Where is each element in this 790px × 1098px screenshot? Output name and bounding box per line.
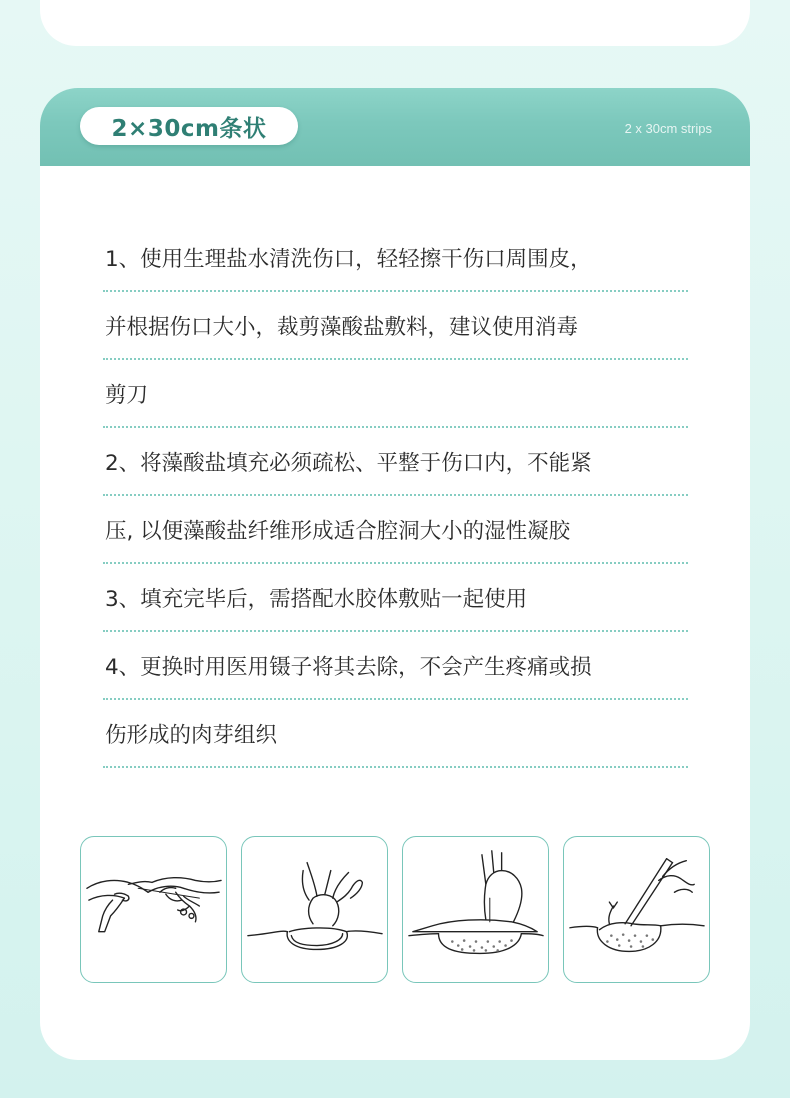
top-card bbox=[40, 0, 750, 46]
instruction-line: 伤形成的肉芽组织 bbox=[103, 700, 688, 768]
instruction-line: 剪刀 bbox=[103, 360, 688, 428]
hand-covering-wound-with-patch-icon bbox=[402, 836, 549, 983]
instruction-line: 2、将藻酸盐填充必须疏松、平整于伤口内，不能紧 bbox=[103, 428, 688, 496]
tweezers-removing-dressing-icon bbox=[563, 836, 710, 983]
instruction-line: 1、使用生理盐水清洗伤口，轻轻擦干伤口周围皮， bbox=[103, 224, 688, 292]
size-title-badge: 2×30cm条状 bbox=[80, 107, 298, 145]
instruction-list bbox=[103, 224, 688, 768]
instruction-line: 并根据伤口大小，裁剪藻酸盐敷料，建议使用消毒 bbox=[103, 292, 688, 360]
card-header bbox=[40, 88, 750, 166]
instruction-line: 3、填充完毕后，需搭配水胶体敷贴一起使用 bbox=[103, 564, 688, 632]
illustration-row bbox=[80, 836, 710, 986]
size-subtitle-en: 2 x 30cm strips bbox=[624, 121, 712, 136]
instruction-line: 4、更换时用医用镊子将其去除，不会产生疼痛或损 bbox=[103, 632, 688, 700]
hand-placing-dressing-into-wound-icon bbox=[241, 836, 388, 983]
hands-cutting-dressing-icon bbox=[80, 836, 227, 983]
instructions-card bbox=[40, 88, 750, 1060]
instruction-line: 压, 以便藻酸盐纤维形成适合腔洞大小的湿性凝胶 bbox=[103, 496, 688, 564]
